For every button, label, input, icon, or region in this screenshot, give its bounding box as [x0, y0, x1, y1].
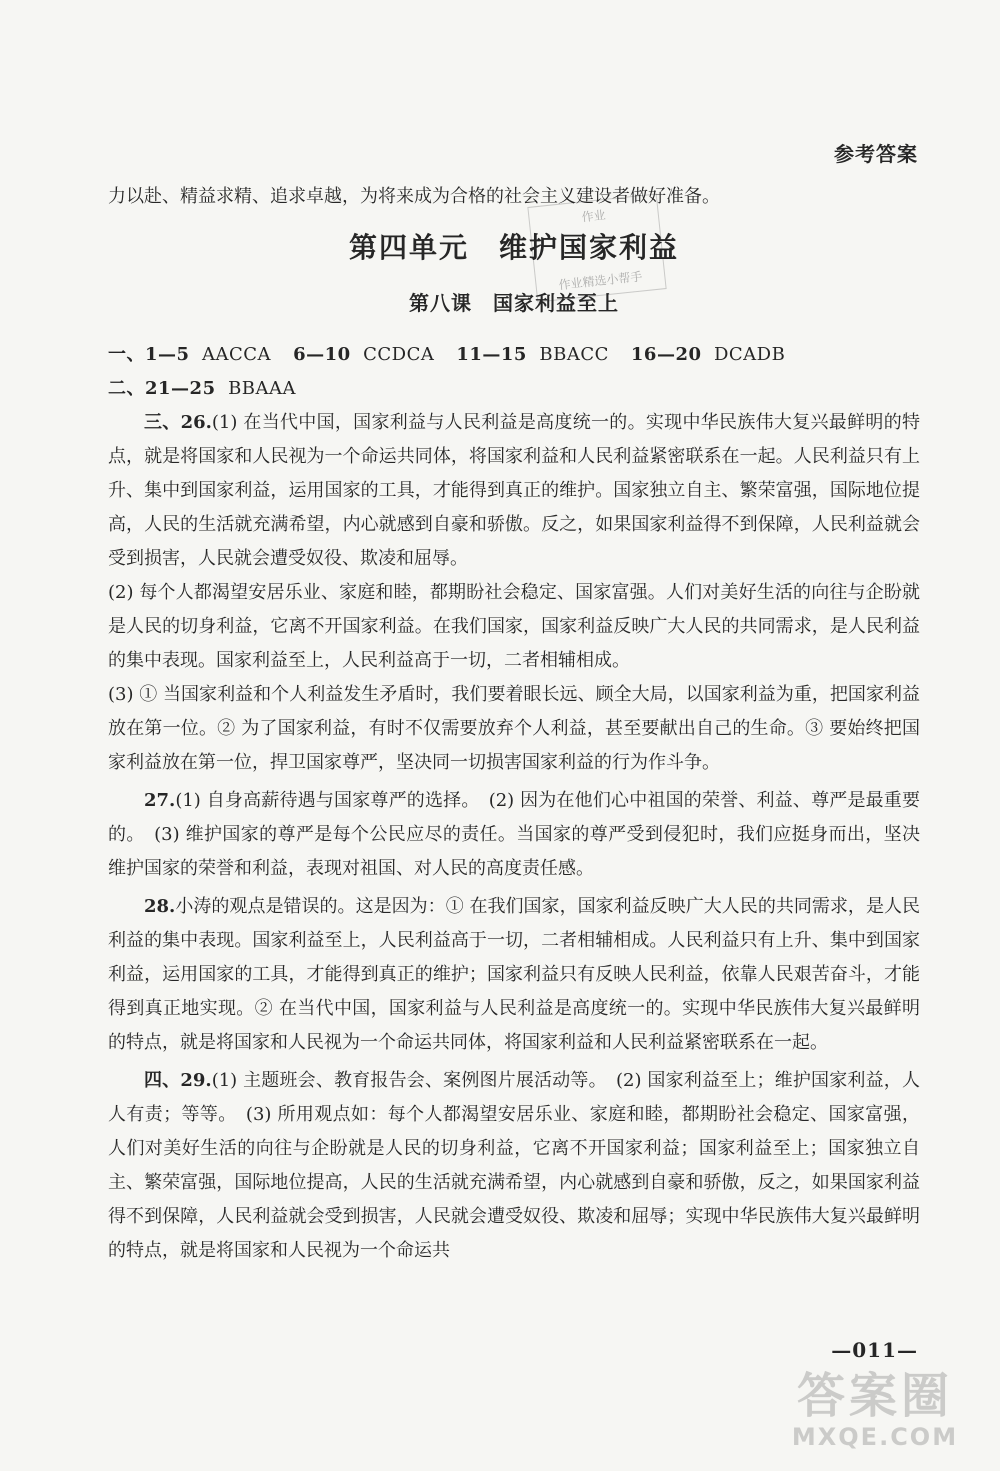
q29-label: 四、29. — [144, 1070, 212, 1091]
answer-group: 16—20 DCADB — [630, 344, 786, 365]
q29-answer: 四、29.(1) 主题班会、教育报告会、案例图片展活动等。 (2) 国家利益至上；维护国家利益，人人有责；等等。 (3) 所用观点如：每个人都渴望安居乐业、家庭和睦，都期盼社会稳定、国家富强，人们对美好生活的向往与企盼就是人民的切身利益，它离不开国家利益；国家利益至上；国家独立自主、繁荣富强，国际地位提高，人民的生活就充满希望，内心就感到自豪和骄傲，反之，如果国家利益得不到保障，人民利益就会受到损害，人民就会遭受奴役、欺凌和屈辱；实现中华民族伟大复兴最鲜明的特点，就是将国家和人民视为一个命运共 — [108, 1070, 920, 1261]
header-label: 参考答案 — [834, 142, 918, 166]
q26-part2: (2) 每个人都渴望安居乐业、家庭和睦，都期盼社会稳定、国家富强。人们对美好生活的向往与企盼就是人民的切身利益，它离不开国家利益。在我们国家，国家利益反映广大人民的共同需求，是人民利益的集中表现。国家利益至上，人民利益高于一切，二者相辅相成。 — [108, 582, 920, 671]
stamp-top-text: 作业 — [580, 207, 607, 225]
watermark-url-text: MXQE.COM — [791, 1423, 959, 1451]
answer-group: 1—5 AACCA — [145, 344, 272, 365]
q26-part1: 三、26.(1) 在当代中国，国家利益与人民利益是高度统一的。实现中华民族伟大复兴最鲜明的特点，就是将国家和人民视为一个命运共同体，将国家利益和人民利益紧密联系在一起。人民利益只有上升、集中到国家利益，运用国家的工具，才能得到真正的维护。国家独立自主、繁荣富强，国际地位提高，人民的生活就充满希望，内心就感到自豪和骄傲。反之，如果国家利益得不到保障，人民利益就会受到损害，人民就会遭受奴役、欺凌和屈辱。 — [108, 412, 920, 569]
lead-line: 力以赴、精益求精、追求卓越，为将来成为合格的社会主义建设者做好准备。 — [108, 186, 720, 207]
page-number: —011— — [831, 1338, 918, 1362]
stamp-bottom-text: 作业精选小帮手 — [557, 269, 643, 293]
q26-label: 三、26. — [144, 412, 212, 433]
content-body — [108, 180, 920, 1268]
answer-group: 11—15 BBACC — [456, 344, 609, 365]
answer-group: 6—10 CCDCA — [293, 344, 435, 365]
q27-label: 27. — [144, 790, 176, 811]
lesson-title: 第八课 国家利益至上 — [409, 291, 619, 315]
q28-label: 28. — [144, 896, 176, 917]
q26-part3: (3) ① 当国家利益和个人利益发生矛盾时，我们要着眼长远、顾全大局，以国家利益为重，把国家利益放在第一位。② 为了国家利益，有时不仅需要放弃个人利益，甚至要献出自己的生命。③ 要始终把国家利益放在第一位，捍卫国家尊严，坚决同一切损害国家利益的行为作斗争。 — [108, 684, 920, 773]
q27-answer: 27.(1) 自身高薪待遇与国家尊严的选择。 (2) 因为在他们心中祖国的荣誉、利益、尊严是最重要的。 (3) 维护国家的尊严是每个公民应尽的责任。当国家的尊严受到侵犯时，我们应挺身而出，坚决维护国家的荣誉和利益，表现对祖国、对人民的高度责任感。 — [108, 790, 920, 879]
watermark-logo-text: 答案圈 — [796, 1368, 953, 1424]
site-watermark — [770, 1369, 980, 1459]
q28-answer: 28.小涛的观点是错误的。这是因为：① 在我们国家，国家利益反映广大人民的共同需求，是人民利益的集中表现。国家利益至上，人民利益高于一切，二者相辅相成。人民利益只有上升、集中到国家利益，运用国家的工具，才能得到真正的维护；国家利益只有反映人民利益，依靠人民艰苦奋斗，才能得到真正地实现。② 在当代中国，国家利益与人民利益是高度统一的。实现中华民族伟大复兴最鲜明的特点，就是将国家和人民视为一个命运共同体，将国家利益和人民利益紧密联系在一起。 — [108, 896, 920, 1053]
section-2-prefix: 二、 — [108, 378, 145, 399]
section-1-prefix: 一、 — [108, 344, 145, 365]
section-1-answers — [108, 338, 920, 372]
section-2-answers: 二、21—25 BBAAA — [108, 378, 297, 399]
unit-title: 第四单元 维护国家利益 — [348, 231, 679, 264]
